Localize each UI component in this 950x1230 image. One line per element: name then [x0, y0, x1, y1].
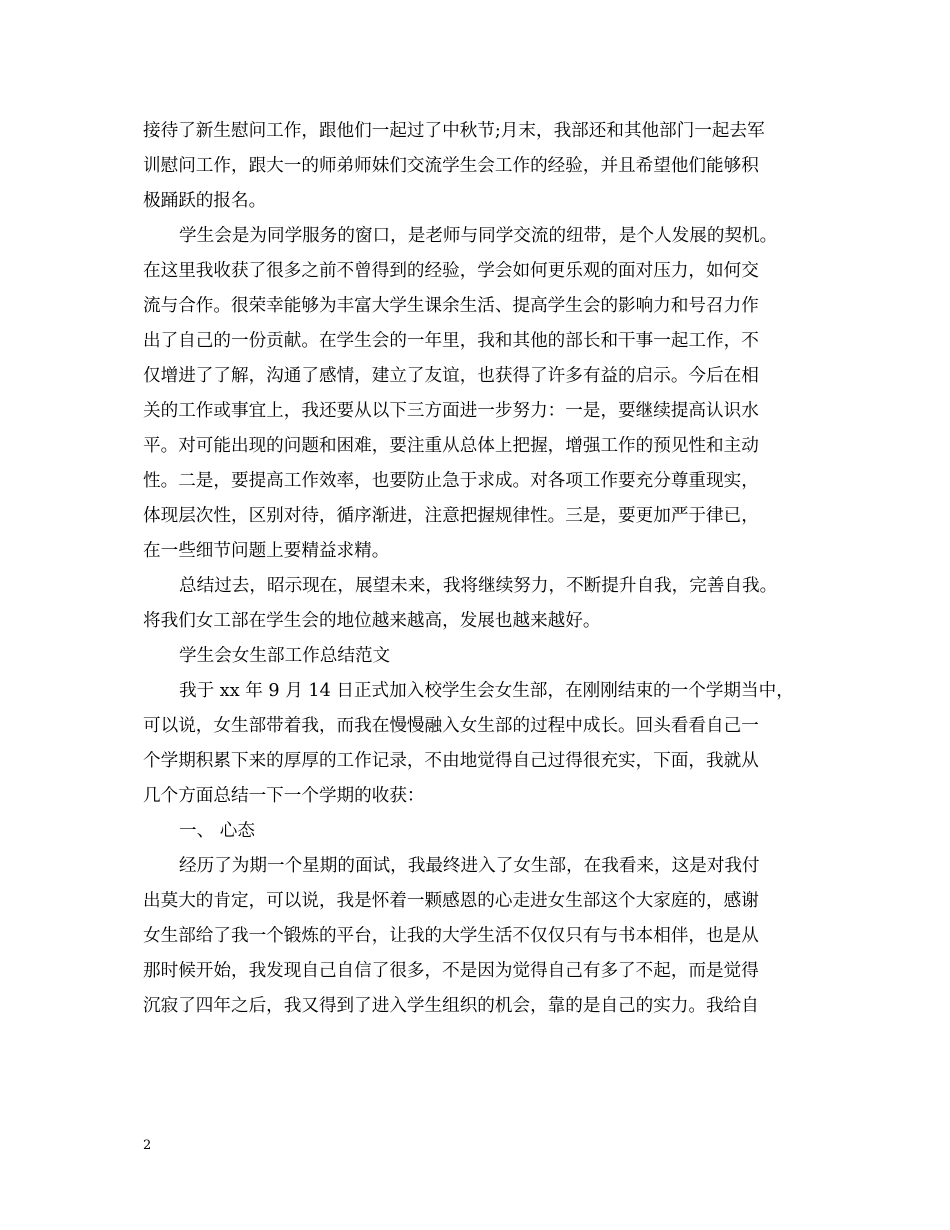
text-line: 流与合作。很荣幸能够为丰富大学生课余生活、提高学生会的影响力和号召力作	[143, 296, 759, 316]
text-line: 训慰问工作，跟大一的师弟师妹们交流学生会工作的经验，并且希望他们能够积	[143, 156, 759, 176]
text-line: 学生会是为同学服务的窗口，是老师与同学交流的纽带，是个人发展的契机。	[179, 226, 778, 246]
text-line: 关的工作或事宜上，我还要从以下三方面进一步努力：一是，要继续提高认识水	[143, 401, 759, 421]
text-line: 仅增进了了解，沟通了感情，建立了友谊，也获得了许多有益的启示。今后在相	[143, 366, 759, 386]
text-line: 在这里我收获了很多之前不曾得到的经验，学会如何更乐观的面对压力，如何交	[143, 261, 759, 281]
text-line: 体现层次性，区别对待，循序渐进，注意把握规律性。三是，要更加严于律已，	[143, 506, 759, 526]
text-line: 几个方面总结一下一个学期的收获：	[143, 786, 425, 806]
text-line: 出了自己的一份贡献。在学生会的一年里，我和其他的部长和干事一起工作，不	[143, 331, 759, 351]
page-number: 2	[143, 1138, 152, 1153]
text-line: 平。对可能出现的问题和困难，要注重从总体上把握，增强工作的预见性和主动	[143, 436, 759, 456]
text-line: 性。二是，要提高工作效率，也要防止急于求成。对各项工作要充分尊重现实，	[143, 471, 759, 491]
text-line: 我于 xx 年 9 月 14 日正式加入校学生会女生部，在刚刚结束的一个学期当中，	[179, 681, 794, 701]
text-line: 在一些细节问题上要精益求精。	[143, 541, 390, 561]
text-line: 总结过去，昭示现在，展望未来，我将继续努力，不断提升自我，完善自我。	[179, 576, 778, 596]
text-line: 出莫大的肯定，可以说，我是怀着一颗感恩的心走进女生部这个大家庭的，感谢	[143, 891, 759, 911]
text-line: 经历了为期一个星期的面试，我最终进入了女生部，在我看来，这是对我付	[179, 856, 760, 876]
text-line: 个学期积累下来的厚厚的工作记录，不由地觉得自己过得很充实，下面，我就从	[143, 751, 759, 771]
text-line: 极踊跃的报名。	[143, 191, 267, 211]
text-line: 将我们女工部在学生会的地位越来越高，发展也越来越好。	[143, 611, 601, 631]
text-line: 一、 心态	[179, 821, 255, 841]
text-line: 学生会女生部工作总结范文	[179, 646, 391, 666]
text-line: 接待了新生慰问工作，跟他们一起过了中秋节;月末，我部还和其他部门一起去军	[143, 121, 765, 141]
text-line: 女生部给了我一个锻炼的平台，让我的大学生活不仅仅只有与书本相伴，也是从	[143, 926, 759, 946]
body-text	[143, 114, 810, 1024]
text-line: 可以说，女生部带着我，而我在慢慢融入女生部的过程中成长。回头看看自己一	[143, 716, 759, 736]
text-line: 那时候开始，我发现自己自信了很多，不是因为觉得自己有多了不起，而是觉得	[143, 961, 759, 981]
text-line: 沉寂了四年之后，我又得到了进入学生组织的机会，靠的是自己的实力。我给自	[143, 996, 759, 1016]
